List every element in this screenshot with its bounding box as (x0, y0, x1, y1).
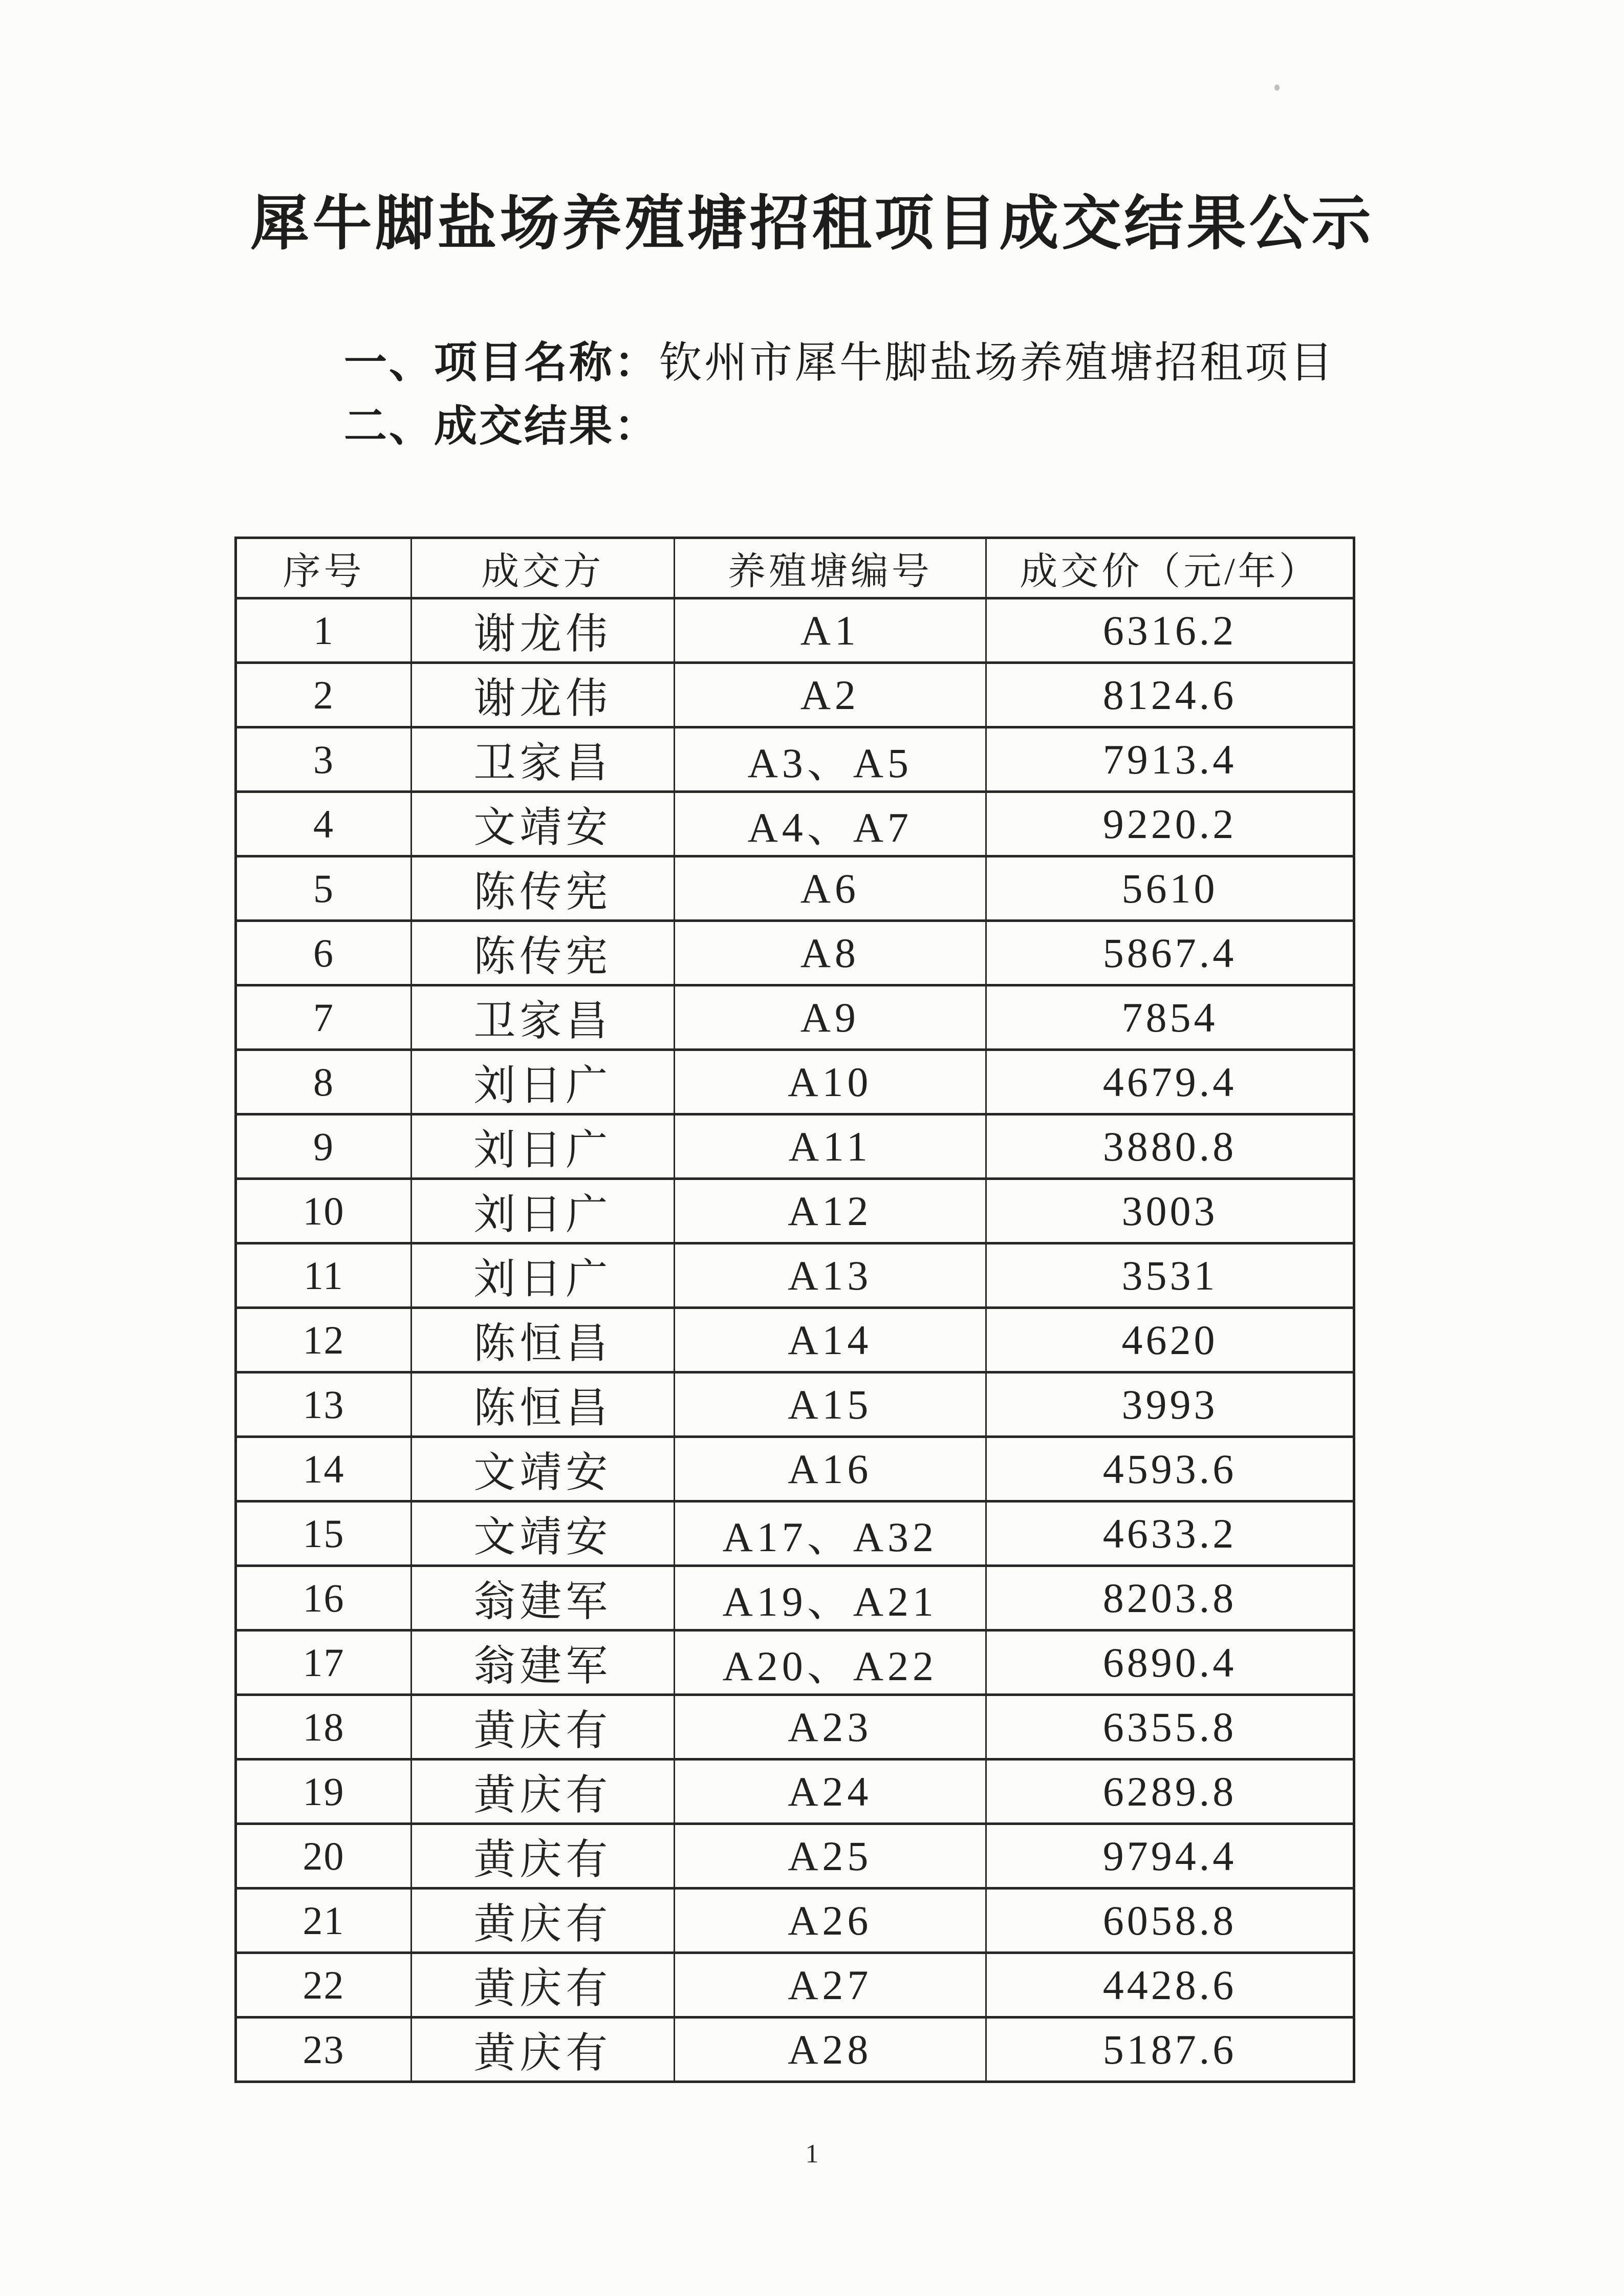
cell-price: 4633.2 (986, 1501, 1354, 1566)
cell-seq: 9 (236, 1114, 412, 1179)
cell-seq: 13 (236, 1372, 412, 1437)
cell-pond-id: A24 (674, 1759, 986, 1824)
cell-winner-name: 黄庆有 (412, 1759, 674, 1824)
cell-price: 4593.6 (986, 1437, 1354, 1501)
cell-winner-name: 谢龙伟 (412, 598, 674, 663)
header-price: 成交价（元/年） (986, 538, 1354, 598)
cell-seq: 5 (236, 856, 412, 921)
cell-winner-name: 翁建军 (412, 1566, 674, 1630)
header-seq: 序号 (236, 538, 412, 598)
cell-seq: 1 (236, 598, 412, 663)
cell-pond-id: A4、A7 (674, 792, 986, 856)
cell-seq: 11 (236, 1243, 412, 1308)
cell-seq: 8 (236, 1050, 412, 1114)
cell-winner-name: 卫家昌 (412, 727, 674, 792)
page-title: 犀牛脚盐场养殖塘招租项目成交结果公示 (250, 191, 1374, 257)
table-row (236, 1953, 1354, 2018)
cell-winner-name: 黄庆有 (412, 1889, 674, 1953)
table-row (236, 921, 1354, 985)
cell-seq: 15 (236, 1501, 412, 1566)
intro-sections (344, 339, 1335, 450)
cell-price: 5187.6 (986, 2018, 1354, 2082)
project-name-value: 钦州市犀牛脚盐场养殖塘招租项目 (659, 339, 1335, 387)
cell-seq: 6 (236, 921, 412, 985)
cell-price: 7913.4 (986, 727, 1354, 792)
cell-price: 6058.8 (986, 1889, 1354, 1953)
table-body (236, 598, 1354, 2082)
project-name-label: 一、项目名称： (344, 339, 660, 387)
cell-seq: 12 (236, 1308, 412, 1372)
cell-seq: 21 (236, 1889, 412, 1953)
cell-winner-name: 陈传宪 (412, 921, 674, 985)
cell-pond-id: A26 (674, 1889, 986, 1953)
header-pond-id: 养殖塘编号 (674, 538, 986, 598)
cell-price: 3003 (986, 1179, 1354, 1243)
cell-seq: 14 (236, 1437, 412, 1501)
table-row (236, 1437, 1354, 1501)
cell-seq: 10 (236, 1179, 412, 1243)
cell-winner-name: 陈恒昌 (412, 1372, 674, 1437)
table-header-row (236, 538, 1354, 598)
cell-seq: 3 (236, 727, 412, 792)
cell-winner-name: 刘日广 (412, 1243, 674, 1308)
table-row (236, 2018, 1354, 2082)
cell-seq: 4 (236, 792, 412, 856)
cell-seq: 18 (236, 1695, 412, 1759)
cell-winner-name: 黄庆有 (412, 2018, 674, 2082)
cell-winner-name: 刘日广 (412, 1050, 674, 1114)
table-row (236, 1695, 1354, 1759)
cell-price: 5610 (986, 856, 1354, 921)
cell-seq: 19 (236, 1759, 412, 1824)
cell-winner-name: 文靖安 (412, 1437, 674, 1501)
table-row (236, 985, 1354, 1050)
cell-pond-id: A6 (674, 856, 986, 921)
cell-pond-id: A10 (674, 1050, 986, 1114)
table-row (236, 1372, 1354, 1437)
cell-pond-id: A14 (674, 1308, 986, 1372)
cell-pond-id: A1 (674, 598, 986, 663)
cell-winner-name: 刘日广 (412, 1114, 674, 1179)
cell-price: 9794.4 (986, 1824, 1354, 1889)
cell-pond-id: A9 (674, 985, 986, 1050)
table-row (236, 1501, 1354, 1566)
cell-price: 3880.8 (986, 1114, 1354, 1179)
cell-winner-name: 翁建军 (412, 1630, 674, 1695)
cell-pond-id: A11 (674, 1114, 986, 1179)
table-row (236, 792, 1354, 856)
table-row (236, 1114, 1354, 1179)
cell-pond-id: A28 (674, 2018, 986, 2082)
cell-seq: 20 (236, 1824, 412, 1889)
cell-pond-id: A13 (674, 1243, 986, 1308)
cell-price: 4620 (986, 1308, 1354, 1372)
cell-price: 6316.2 (986, 598, 1354, 663)
results-table (234, 537, 1355, 2083)
cell-pond-id: A23 (674, 1695, 986, 1759)
cell-winner-name: 黄庆有 (412, 1953, 674, 2018)
table-row (236, 1889, 1354, 1953)
cell-seq: 16 (236, 1566, 412, 1630)
cell-price: 4428.6 (986, 1953, 1354, 2018)
cell-pond-id: A20、A22 (674, 1630, 986, 1695)
table-row (236, 1308, 1354, 1372)
cell-pond-id: A19、A21 (674, 1566, 986, 1630)
cell-seq: 17 (236, 1630, 412, 1695)
table-row (236, 598, 1354, 663)
results-heading-line (344, 405, 1335, 448)
page-number: 1 (805, 2139, 819, 2169)
cell-pond-id: A3、A5 (674, 727, 986, 792)
cell-seq: 23 (236, 2018, 412, 2082)
table-row (236, 856, 1354, 921)
cell-price: 6355.8 (986, 1695, 1354, 1759)
cell-price: 6289.8 (986, 1759, 1354, 1824)
cell-pond-id: A2 (674, 663, 986, 727)
cell-winner-name: 文靖安 (412, 1501, 674, 1566)
cell-pond-id: A12 (674, 1179, 986, 1243)
cell-winner-name: 陈恒昌 (412, 1308, 674, 1372)
results-heading-label: 二、成交结果： (344, 403, 660, 450)
cell-pond-id: A17、A32 (674, 1501, 986, 1566)
cell-price: 4679.4 (986, 1050, 1354, 1114)
cell-pond-id: A27 (674, 1953, 986, 2018)
table-row (236, 1759, 1354, 1824)
project-name-line (344, 339, 1335, 387)
scan-artifact-dot (1274, 84, 1280, 91)
table-row (236, 727, 1354, 792)
table-row (236, 1179, 1354, 1243)
cell-seq: 22 (236, 1953, 412, 2018)
cell-pond-id: A8 (674, 921, 986, 985)
cell-winner-name: 刘日广 (412, 1179, 674, 1243)
cell-winner-name: 黄庆有 (412, 1695, 674, 1759)
cell-price: 8203.8 (986, 1566, 1354, 1630)
table-row (236, 1566, 1354, 1630)
cell-price: 3993 (986, 1372, 1354, 1437)
table-row (236, 1630, 1354, 1695)
cell-seq: 7 (236, 985, 412, 1050)
header-winner: 成交方 (412, 538, 674, 598)
cell-price: 7854 (986, 985, 1354, 1050)
table-row (236, 663, 1354, 727)
cell-winner-name: 谢龙伟 (412, 663, 674, 727)
table-row (236, 1243, 1354, 1308)
cell-price: 8124.6 (986, 663, 1354, 727)
cell-winner-name: 陈传宪 (412, 856, 674, 921)
cell-winner-name: 卫家昌 (412, 985, 674, 1050)
cell-winner-name: 文靖安 (412, 792, 674, 856)
cell-pond-id: A15 (674, 1372, 986, 1437)
table-row (236, 1824, 1354, 1889)
cell-seq: 2 (236, 663, 412, 727)
table-row (236, 1050, 1354, 1114)
cell-price: 3531 (986, 1243, 1354, 1308)
cell-price: 6890.4 (986, 1630, 1354, 1695)
cell-pond-id: A25 (674, 1824, 986, 1889)
cell-winner-name: 黄庆有 (412, 1824, 674, 1889)
cell-price: 9220.2 (986, 792, 1354, 856)
cell-price: 5867.4 (986, 921, 1354, 985)
cell-pond-id: A16 (674, 1437, 986, 1501)
